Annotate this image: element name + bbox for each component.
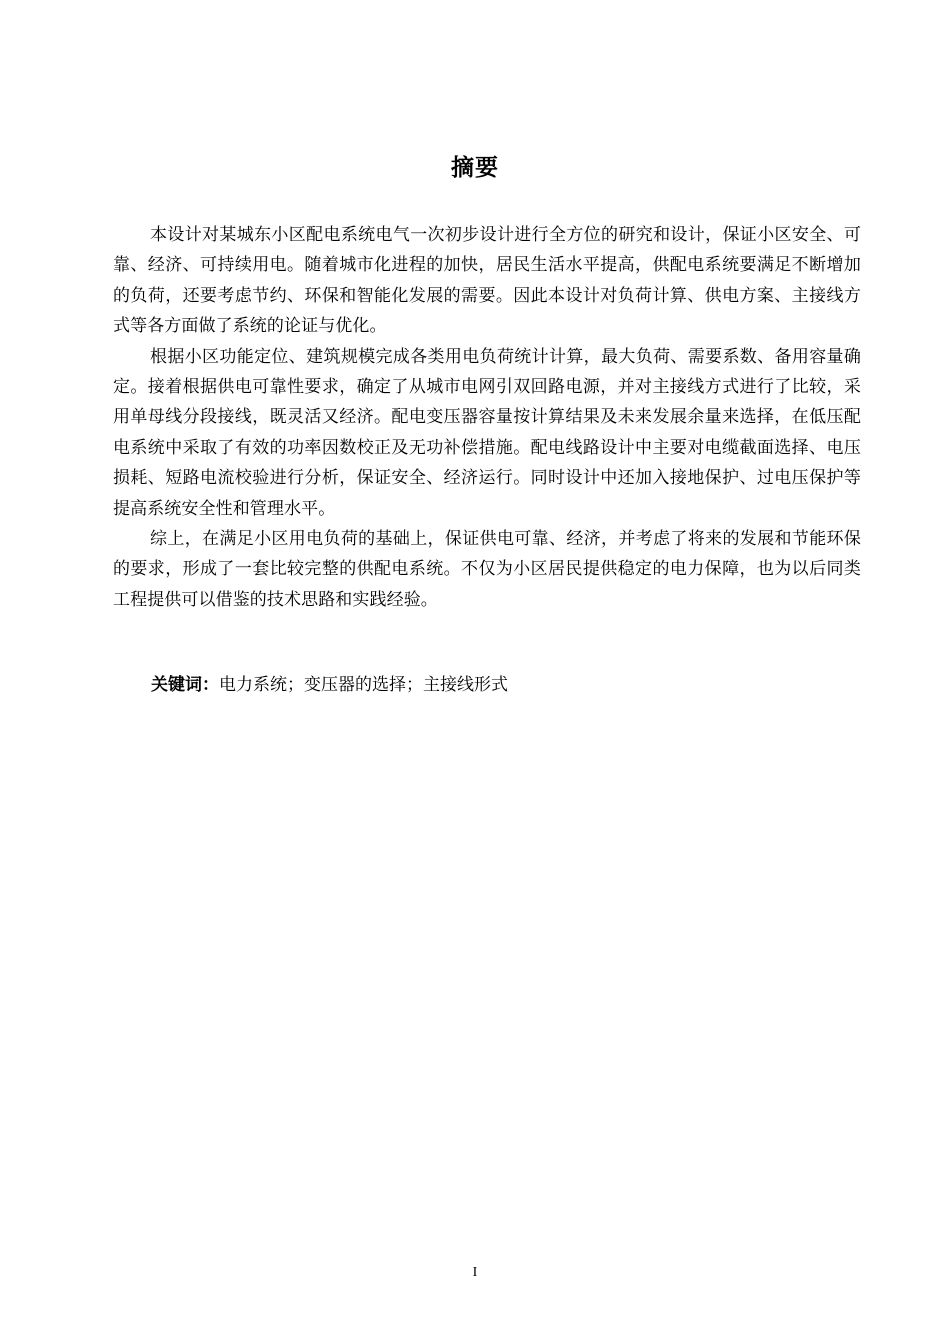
abstract-paragraph-1: 本设计对某城东小区配电系统电气一次初步设计进行全方位的研究和设计，保证小区安全、可靠、经济、可持续用电。随着城市化进程的加快，居民生活水平提高，供配电系统要满足不断增加的负荷，还要考虑节约、环保和智能化发展的需要。因此本设计对负荷计算、供电方案、主接线方式等各方面做了系统的论证与优化。: [113, 225, 861, 337]
keywords-line: [151, 672, 851, 698]
abstract-paragraph-3: 综上，在满足小区用电负荷的基础上，保证供电可靠、经济，并考虑了将来的发展和节能环保的要求，形成了一套比较完整的供配电系统。不仅为小区居民提供稳定的电力保障，也为以后同类工程提供可以借鉴的技术思路和实践经验。: [113, 529, 861, 610]
abstract-paragraph-2: 根据小区功能定位、建筑规模完成各类用电负荷统计计算，最大负荷、需要系数、备用容量确定。接着根据供电可靠性要求，确定了从城市电网引双回路电源，并对主接线方式进行了比较，采用单母线分段接线，既灵活又经济。配电变压器容量按计算结果及未来发展余量来选择，在低压配电系统中采取了有效的功率因数校正及无功补偿措施。配电线路设计中主要对电缆截面选择、电压损耗、短路电流校验进行分析，保证安全、经济运行。同时设计中还加入接地保护、过电压保护等提高系统安全性和管理水平。: [113, 346, 861, 519]
page-number: I: [472, 1265, 478, 1280]
abstract-body: [113, 220, 861, 615]
abstract-title: 摘要: [451, 155, 499, 181]
keywords-label: 关键词：: [151, 675, 219, 695]
keywords-text: 电力系统；变压器的选择；主接线形式: [219, 675, 508, 695]
